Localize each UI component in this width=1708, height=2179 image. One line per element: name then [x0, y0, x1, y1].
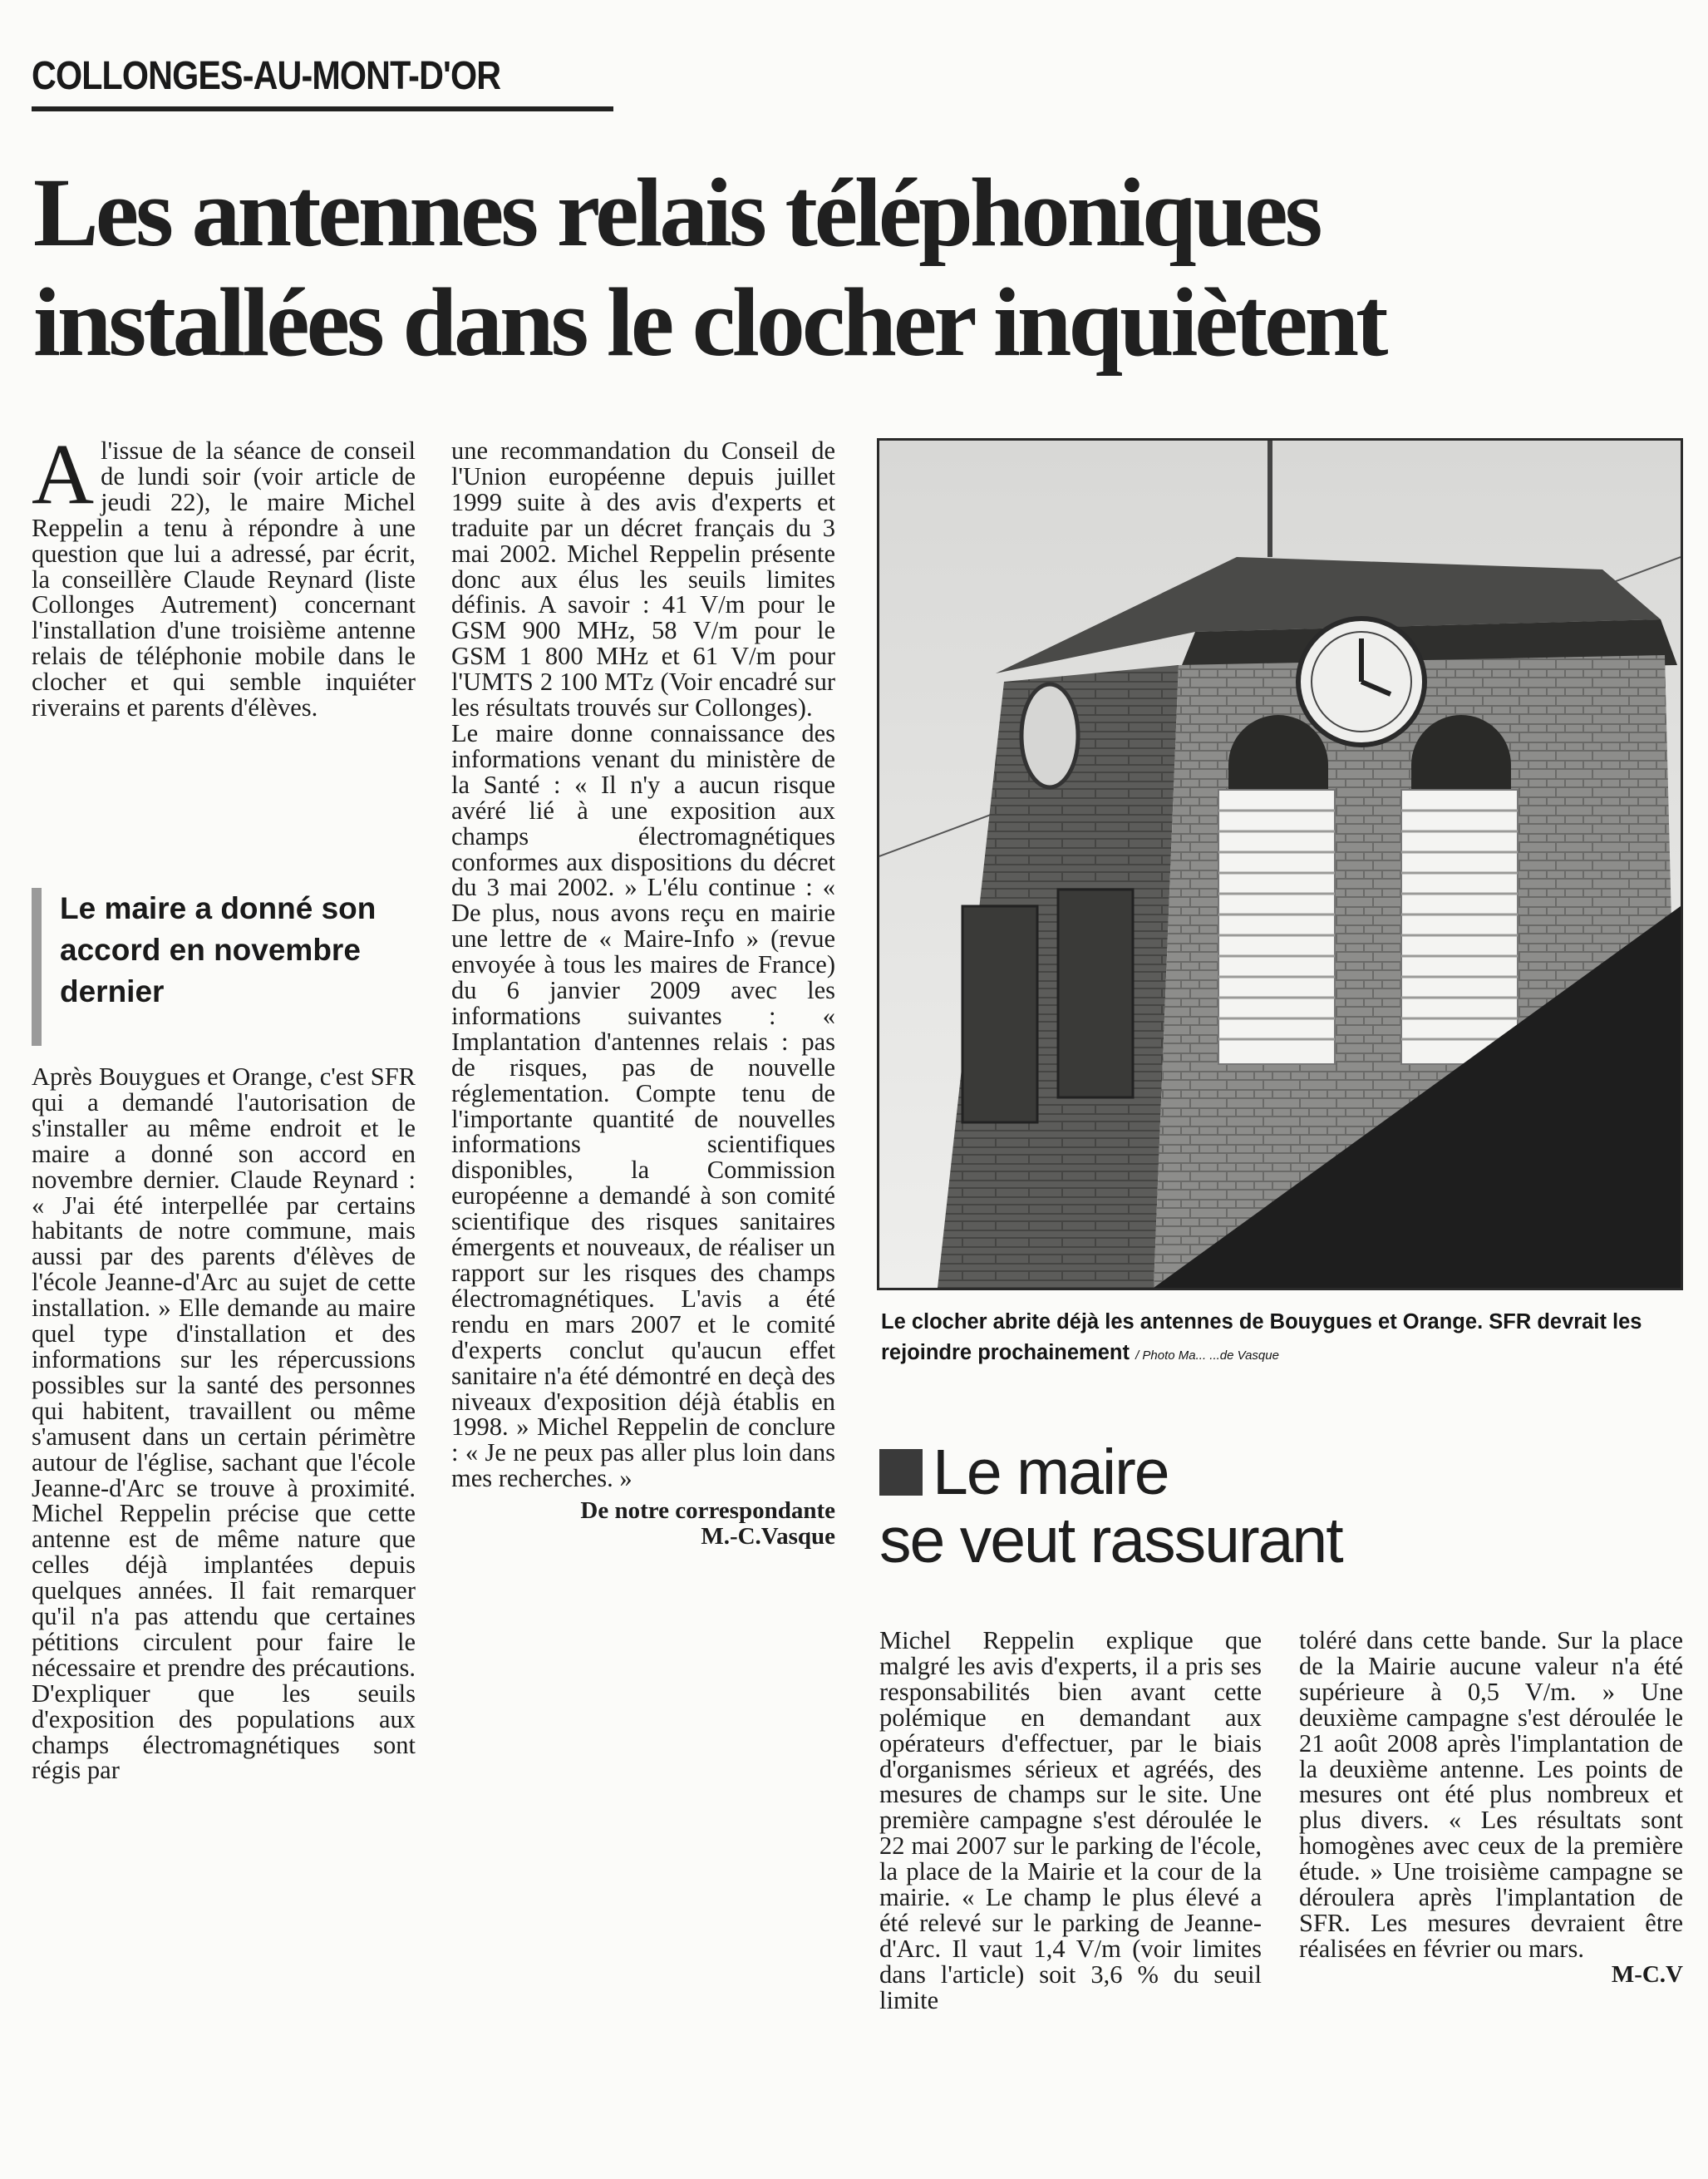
column-1-body: [32, 1064, 416, 2170]
byline-author: M.-C.Vasque: [701, 1523, 835, 1550]
column-2-body: [451, 438, 835, 2172]
intro-paragraph: l'issue de la séance de conseil de lundi soir (voir article de jeudi 22), le maire Michel Reppelin a tenu à répondre à une question que lui a adressé, par écrit, la conseillère Claude Reynard (liste Collonges Autrement) concernant l'installation d'une troisième antenne relais de téléphonie mobile dans le clocher et qui semble inquiéter riverains et parents d'élèves.: [32, 436, 416, 722]
byline-label: De notre correspondante: [580, 1497, 835, 1525]
column-1-intro: [32, 426, 416, 722]
subhead-line-1: Le maire: [933, 1437, 1169, 1508]
headline-line-2: installées dans le clocher inquiètent: [33, 268, 1386, 377]
intertitle: Le maire a donné son accord en novembre dernier: [32, 888, 422, 1046]
section-kicker: COLLONGES-AU-MONT-D'OR: [32, 54, 501, 98]
box-paragraph-2: toléré dans cette bande. Sur la place de la Mairie aucune valeur n'a été supérieure à 0,5 V/m. » Une deuxième campagne s'est déroulée le 21 août 2008 après l'implantation de la deuxième antenne. Les points de mesures ont été plus nombreux et plus divers. « Les résultats sont homogènes avec ceux de la première étude. » Une troisième campagne se déroulera après l'implantation de SFR. Les mesures devraient être réalisées en février ou mars.: [1299, 1628, 1683, 1963]
body-paragraph-1: Après Bouygues et Orange, c'est SFR qui a demandé l'autorisation de s'installer au même endroit et le maire a donné son accord en novembre dernier. Claude Reynard : « J'ai été interpellée par certains habitants de notre commune, mais aussi par des parents d'élèves de l'école Jeanne-d'Arc au sujet de cette installation. » Elle demande au maire quel type d'installation et des informations sur les répercussions possibles sur la santé des personnes qui habitent, travaillent ou même s'amusent dans un certain périmètre autour de l'église, sachant que l'école Jeanne-d'Arc se trouve à proximité. Michel Reppelin précise que cette antenne est de même nature que celles déjà implantées depuis quelques années. Il fait remarquer qu'il n'a pas attendu que certaines pétitions circulent pour faire le nécessaire et prendre des précautions. D'expliquer que les seuils d'exposition des populations aux champs électromagnétiques sont régis par: [32, 1064, 416, 1785]
bell-tower-photo: [877, 438, 1683, 1290]
photo-caption: [881, 1307, 1683, 1371]
photo-credit: / Photo Ma... ...de Vasque: [1135, 1348, 1279, 1363]
square-bullet-icon: [879, 1449, 923, 1496]
body-paragraph-3: Le maire donne connaissance des informations venant du ministère de la Santé : « Il n'y a aucun risque avéré lié à une exposition aux champs électromagnétiques conformes aux dispositions du décret du 3 mai 2002. » L'élu continue : « De plus, nous avons reçu en mairie une lettre de « Maire-Info » (revue envoyée à tous les maires de France) du 6 janvier 2009 avec les informations suivantes : « Implantation d'antennes relais : pas de risques, pas de nouvelle réglementation. Compte tenu de l'importante quantité de nouvelles informations scientifiques disponibles, la Commission européenne a demandé à son comité scientifique des risques sanitaires émergents et nouveaux, de réaliser un rapport sur les risques des champs électromagnétiques. L'avis a été rendu en mars 2007 et le comité d'experts conclut qu'aucun effet sanitaire n'a été démontré en deçà des niveaux d'exposition déjà établis en 1998. » Michel Reppelin de conclure : « Je ne peux pas aller plus loin dans mes recherches. »: [451, 718, 835, 1493]
box-column-2: [1299, 1628, 1683, 2168]
box-paragraph-1: Michel Reppelin explique que malgré les avis d'experts, il a pris ses responsabilités bien avant cette polémique en demandant aux opérateurs d'effectuer, par le biais d'organismes sérieux et agréés, des mesures de champs sur le site. Une première campagne s'est déroulée le 22 mai 2007 sur le parking de l'école, la place de la Mairie et la cour de la mairie. « Le champ le plus élevé a été relevé sur le parking de Jeanne-d'Arc. Il vaut 1,4 V/m (voir limites dans l'article) soit 3,6 % du seuil limite: [879, 1628, 1262, 2014]
box-column-1: [879, 1628, 1262, 2168]
box-subhead: [879, 1438, 1677, 1575]
caption-text: Le clocher abrite déjà les antennes de Bouygues et Orange. SFR devrait les rejoindre prochainement: [881, 1310, 1642, 1364]
headline-line-1: Les antennes relais téléphoniques: [33, 158, 1320, 267]
bell-tower-illustration: [879, 441, 1681, 1288]
article-headline: [33, 158, 1687, 377]
subhead-line-2: se veut rassurant: [879, 1505, 1342, 1576]
body-paragraph-2: une recommandation du Conseil de l'Union européenne depuis juillet 1999 suite à des avis d'experts et traduite par un décret français du 3 mai 2002. Michel Reppelin présente donc aux élus les seuils limites définis. A savoir : 41 V/m pour le GSM 900 MHz, 58 V/m pour le GSM 1 800 MHz et 61 V/m pour l'UMTS 2 100 MTz (Voir encadré sur les résultats trouvés sur Collonges).: [451, 438, 835, 722]
drop-cap: A: [32, 426, 95, 522]
box-signature: M-C.V: [1611, 1960, 1683, 1988]
kicker-rule: [32, 106, 613, 111]
